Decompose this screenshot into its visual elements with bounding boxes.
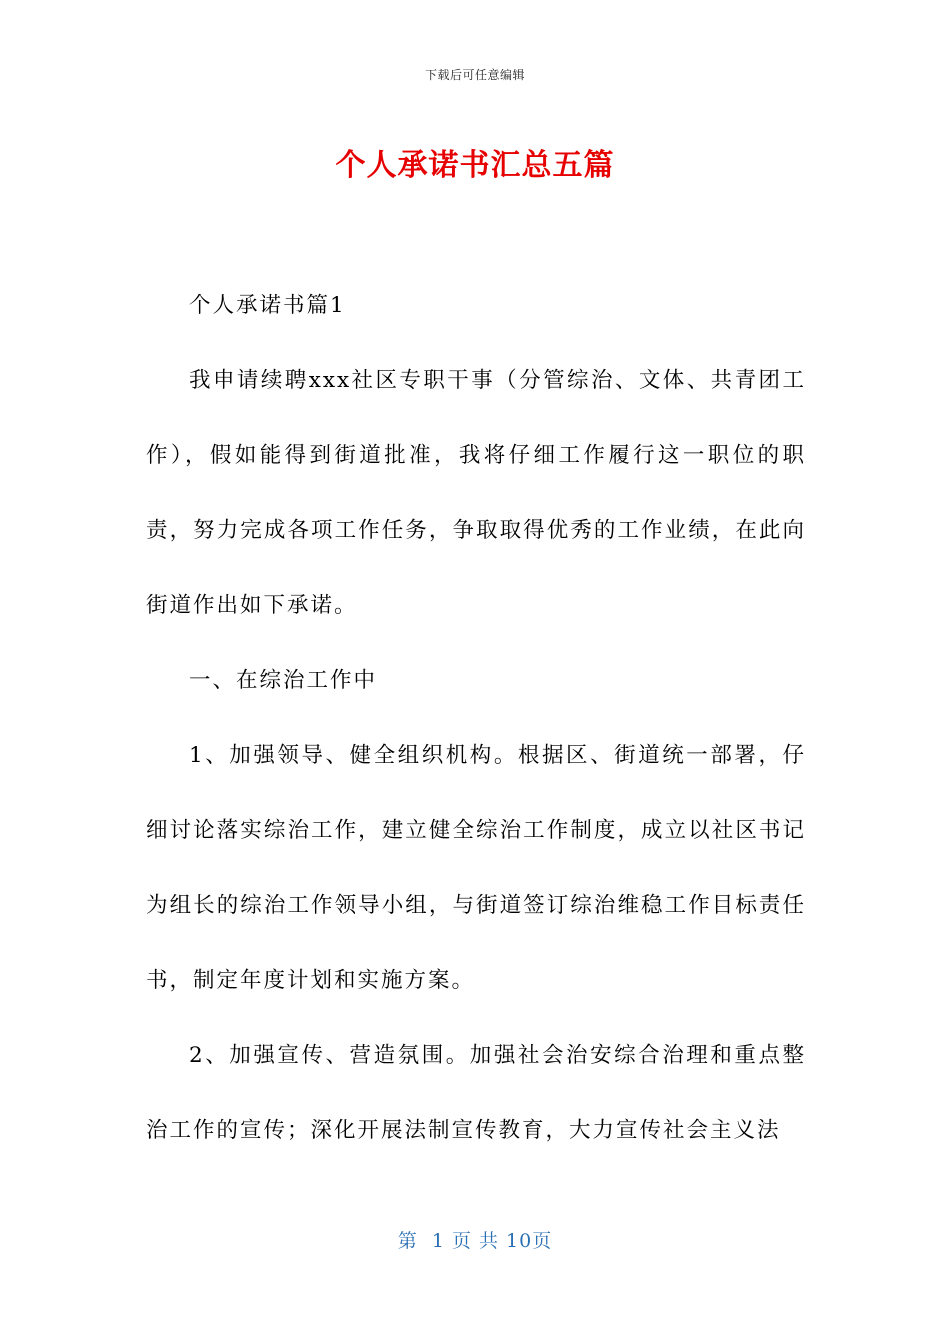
paragraph: 1、加强领导、健全组织机构。根据区、街道统一部署，仔细讨论落实综治工作，建立健全综治工作制度，成立以社区书记为组长的综治工作领导小组，与街道签订综治维稳工作目标责任书，制定年度计划和实施方案。 (146, 743, 806, 993)
subsection-heading: 一、在综治工作中 (189, 668, 378, 693)
header-note: 下载后可任意编辑 (424, 68, 525, 82)
document-title: 个人承诺书汇总五篇 (335, 148, 615, 183)
page-number: 第 1 页 共 10页 (397, 1230, 553, 1252)
section-heading: 个人承诺书篇1 (189, 293, 346, 318)
document-body (146, 268, 806, 1168)
paragraph: 2、加强宣传、营造氛围。加强社会治安综合治理和重点整治工作的宣传；深化开展法制宣传教育，大力宣传社会主义法 (146, 1043, 806, 1143)
paragraph: 我申请续聘xxx社区专职干事（分管综治、文体、共青团工作），假如能得到街道批准，我将仔细工作履行这一职位的职责，努力完成各项工作任务，争取取得优秀的工作业绩，在此向街道作出如下承诺。 (146, 368, 806, 618)
